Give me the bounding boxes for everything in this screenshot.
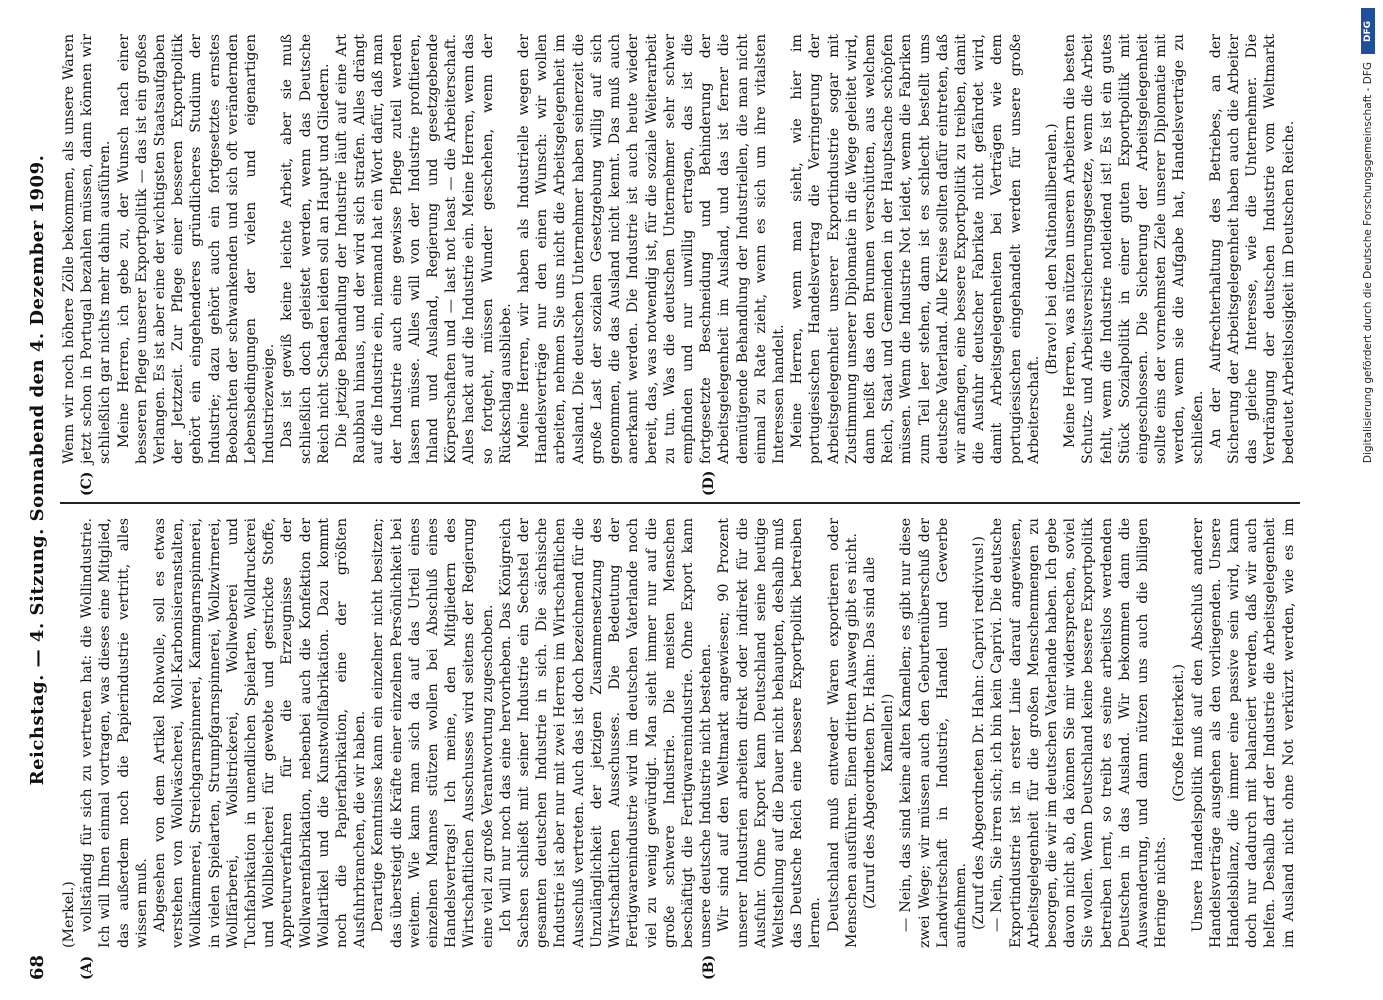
left-column-paragraph: (Zuruf des Abgeordneten Dr. Hahn: Das sind alle Kamellen!)	[861, 556, 897, 910]
left-column	[60, 510, 1300, 980]
rotated-page	[20, 20, 1310, 980]
left-column-paragraph: Deutschland muß entweder Waren exportieren oder Menschen ausführen. Einen dritten Ausweg gibt es nicht.	[825, 518, 860, 948]
right-column-paragraph: Meine Herren, ich gebe zu, der Wunsch nach einer besseren Pflege unserer Exportpolitik — das ist ein großes Verlangen. Es ist aber eine der wichtigsten Staatsaufgaben der Jetztzeit. Zur Pflege einer besseren Exportpolitik gehört ein eingehenderes gründlicheres Studium der Industrie; dazu gehört auch ein fortgesetztes ernstes Beobachten der schwankenden und sich oft verändernden Lebensbedingungen der vielen und eigenartigen Industriezweige.	[115, 34, 278, 464]
right-column-paragraph: Meine Herren, wir haben als Industrielle wegen der Handelsverträge nur den einen Wunsch: wir wollen arbeiten, nehmen Sie uns nicht die Arbeitsgelegenheit im Ausland. Die deutschen Unternehmer haben seinerzeit die große Last der sozialen Gesetzgebung willig auf sich genommen, die das Ausland nicht kennt. Das muß auch anerkannt werden. Die Industrie ist auch heute wieder bereit, das, was notwendig ist, für die soziale Weiterarbeit zu tun. Was die deutschen Unternehmer sehr schwer empfinden und nur unwillig ertragen, das ist die fortgesetzte Beschneidung und Behinderung der Arbeitsgelegenheit im Ausland, und das ist ferner die demütigende Behandlung der Industriellen, die man nicht einmal zu Rate zieht, wenn es sich um ihre vitalsten Interessen handelt.	[516, 34, 787, 464]
left-column-paragraph: (Große Heiterkeit.)	[1171, 663, 1188, 803]
left-column-paragraph: (Zuruf des Abgeordneten Dr. Hahn: Caprivi redivivus!)	[971, 536, 988, 930]
right-column-paragraph: An der Aufrechterhaltung des Betriebes, an der Sicherung der Arbeitsgelegenheit haben auch die Arbeiter das gleiche Interesse, wie die Unternehmer. Die Verdrängung der deutschen Industrie vom Weltmarkt bedeutet Arbeitslosigkeit im Deutschen Reiche.	[1207, 34, 1297, 464]
right-column-paragraph: (Bravo! bei den Nationalliberalen.)	[1043, 123, 1060, 375]
left-column-paragraph: Unsere Handelspolitik muß auf den Abschluß anderer Handelsverträge ausgehen als den vorliegenden. Unsere Handelsbilanz, die immer eine passive sein wird, kann doch nur dadurch mit balanciert werden, daß wir auch helfen. Deshalb darf der Industrie die Arbeitsgelegenheit im Ausland nicht ohne Not verkürzt werden, wie es im	[1189, 518, 1297, 948]
left-column-paragraph: vollständig für sich zu vertreten hat: die Wollindustrie. Ich will Ihnen einmal vortragen, was dieses eine Mitglied, das außerdem noch die Papierindustrie vertritt, alles wissen muß.	[79, 518, 150, 948]
left-column-paragraph: Ich will nur noch das eine hervorheben. Das Königreich Sachsen schließt mit seiner Industrie ein Sechstel der gesamten deutschen Industrie in sich. Die sächsische Industrie ist aber nur mit zwei Herren im Wirtschaftlichen Ausschuß vertreten. Auch das ist doch bezeichnend für die Unzulänglichkeit der jetzigen Zusammensetzung des Wirtschaftlichen Ausschusses. Die Bedeutung der Fertigwarenindustrie wird im deutschen Vaterlande noch viel zu wenig gewürdigt. Man sieht immer nur auf die große schwere Industrie. Die meisten Menschen beschäftigt die Fertigwarenindustrie. Ohne Export kann unsere deutsche Industrie nicht bestehen.	[497, 518, 715, 948]
left-column-paragraph: Abgesehen von dem Artikel Rohwolle, soll es etwas verstehen von Wollwäscherei, Woll-Karbonisieranstalten, Wollkämmerei, Streichgarnspinnerei, Kammgarnspinnerei, in vielen Spielarten, Strumpfgarnspinnerei, Wollzwirnerei, Wollfärberei, Wollstrickerei, Wollweberei und Tuchfabrikation in unendlichen Spielarten, Wolldruckerei und Wollbleicherei für gewebte und gestrickte Stoffe, Appreturverfahren für die Erzeugnisse der Wollwarenfabrikation, nebenbei auch die Konfektion der Wollartikel und die Kunstwollfabrikation. Dazu kommt noch die Papierfabrikation, eine der größten Ausfuhrbranchen, die wir haben.	[152, 518, 369, 948]
margin-mark-b: (B)	[701, 954, 717, 980]
right-column	[60, 26, 1300, 496]
page-header	[20, 20, 54, 980]
scanned-page	[20, 20, 1310, 980]
left-column-paragraph: Derartige Kenntnisse kann ein einzelner nicht besitzen; das übersteigt die Kräfte einer einzelnen Persönlichkeit bei weitem. Wie kann man sich da auf das Urteil eines einzelnen Mannes stützen wollen bei Abschluß eines Handelsvertrags! Ich meine, den Mitgliedern des Wirtschaftlichen Ausschusses wird seitens der Regierung eine viel zu große Verantwortung zugeschoben.	[370, 518, 496, 948]
page-title: Reichstag. — 4. Sitzung. Sonnabend den 4. Dezember 1909.	[26, 154, 48, 786]
right-column-paragraph: Das ist gewiß keine leichte Arbeit, aber sie muß schließlich doch geleistet werden, wenn das Deutsche Reich nicht Schaden leiden soll an Haupt und Gliedern.	[279, 34, 332, 464]
left-column-paragraph: — Nein, das sind keine alten Kamellen; es gibt nur diese zwei Wege; wir müssen auch den Geburtenüberschuß der Landwirtschaft in Industrie, Handel und Gewerbe aufnehmen.	[898, 518, 969, 948]
right-column-paragraph: Die jetzige Behandlung der Industrie läuft auf eine Art Raubbau hinaus, und der wird sich strafen. Alles drängt auf die Industrie ein, niemand hat ein Wort dafür, daß man der Industrie auch eine gewisse Pflege zuteil werden lassen müsse. Alles will von der Industrie profitieren, Inland und Ausland, Regierung und gesetzgebende Körperschaften und — last not least — die Arbeiterschaft. Alles hackt auf die Industrie ein. Meine Herren, wenn das so fortgeht, müssen Wunder geschehen, wenn der Rückschlag ausbliebe.	[334, 34, 514, 464]
left-column-paragraph: (Merkel.)	[61, 881, 77, 948]
digitization-rail	[1353, 0, 1383, 1000]
right-column-paragraph: Meine Herren, wenn man sieht, wie hier im portugiesischen Handelsvertrag die Verringerung der Arbeitsgelegenheit unserer Exportindustrie sogar mit Zustimmung unserer Diplomatie in die Wege geleitet wird, dann heißt das den Brunnen verschütten, aus welchem Reich, Staat und Gemeinden in der Hauptsache schöpfen müssen. Wenn die Industrie Not leidet, wenn die Fabriken zum Teil leer stehen, dann ist es schlecht bestellt ums deutsche Vaterland. Alle Kreise sollten dafür eintreten, daß wir anfangen, eine bessere Exportpolitik zu treiben, damit die Ausfuhr deutscher Fabrikate nicht gefährdet wird, damit Arbeitsgelegenheiten bei Verträgen wie dem portugiesischen eingehandelt werden für unsere große Arbeiterschaft.	[789, 34, 1042, 464]
right-column-paragraph: Wenn wir noch höhere Zölle bekommen, als unsere Waren jetzt schon in Portugal bezahlen müssen, dann können wir schließlich gar nichts mehr dahin ausführen.	[61, 34, 114, 464]
digitization-credit: Digitalisierung gefördert durch die Deutsche Forschungsgemeinschaft - DFG	[1362, 62, 1374, 464]
right-column-paragraph: Meine Herren, was nützen unseren Arbeitern die besten Schutz- und Arbeitsversicherungsgesetze, wenn die Arbeit fehlt, wenn die Industrie notleidend ist! Es ist ein gutes Stück Sozialpolitik in einer guten Exportpolitik mit eingeschlossen. Die Sicherung der Arbeitsgelegenheit sollte eins der vornehmsten Ziele unserer Diplomatie mit werden, wenn sie die Aufgabe hat, Handelsverträge zu schließen.	[1062, 34, 1206, 464]
page-number: 68	[26, 954, 48, 980]
dfg-logo: DFG	[1361, 8, 1375, 54]
left-column-paragraph: Wir sind auf den Weltmarkt angewiesen; 90 Prozent unserer Industrien arbeiten direkt oder indirekt für die Ausfuhr. Ohne Export kann Deutschland seine heutige Weltstellung auf die Dauer nicht behaupten, deshalb muß das Deutsche Reich eine bessere Exportpolitik betreiben lernen.	[716, 518, 824, 948]
margin-mark-d: (D)	[701, 470, 717, 496]
column-divider	[60, 502, 1300, 504]
margin-mark-a: (A)	[79, 955, 95, 980]
left-column-paragraph: — Nein, Sie irren sich; ich bin kein Caprivi. Die deutsche Exportindustrie ist in erster Linie darauf angewiesen, Arbeitsgelegenheit für die großen Menschenmengen zu besorgen, die wir im deutschen Vaterlande haben. Ich gebe davon nicht ab, da können Sie mir widersprechen, soviel Sie wollen. Wenn Deutschland keine bessere Exportpolitik betreiben lernt, so treibt es seine arbeitslos werdenden Deutschen in das Ausland. Wir bekommen dann die Auswanderung, und dann nützen uns auch die billigen Heringe nichts.	[989, 518, 1170, 948]
margin-mark-c: (C)	[79, 471, 95, 496]
text-columns	[60, 20, 1300, 980]
right-column-paragraph	[1298, 34, 1300, 464]
